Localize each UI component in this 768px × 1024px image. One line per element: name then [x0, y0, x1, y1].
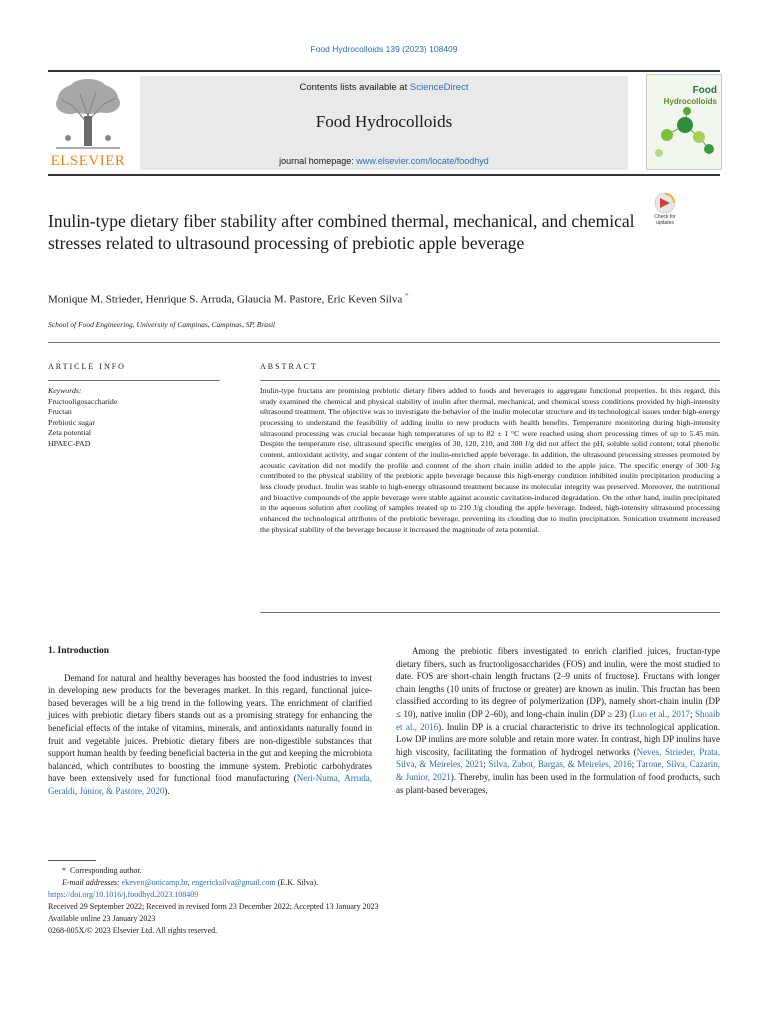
email-footnote	[48, 877, 728, 889]
para2-text-b: ). Inulin DP is a crucial characteristic to drive its technological application. Low DP inulins are more soluble and retain more water. In contrast, high DP inulins have high viscosity, facilitating the formation of hydrogel networks (	[396, 721, 720, 757]
ref-separator: ;	[689, 708, 695, 719]
affiliation: School of Food Engineering, University of Campinas, Campinas, SP, Brasil	[48, 320, 276, 329]
homepage-link[interactable]: www.elsevier.com/locate/foodhyd	[356, 156, 489, 166]
keywords-block	[48, 386, 220, 450]
keyword-item: HPAEC-PAD	[48, 438, 91, 448]
keyword-item: Prebiotic sugar	[48, 417, 95, 427]
check-updates-line1: Check for	[654, 214, 676, 220]
keyword-item: Fructooligosaccharide	[48, 396, 118, 406]
abstract-end-rule	[260, 612, 720, 613]
body-column-right	[396, 645, 720, 796]
available-online: Available online 23 January 2023	[48, 914, 156, 923]
ref-separator: ;	[483, 759, 489, 770]
keywords-label: Keywords:	[48, 386, 82, 395]
corresponding-footnote	[48, 865, 728, 877]
received-dates: Received 29 September 2022; Received in revised form 23 December 2022; Accepted 13 January 2023	[48, 902, 379, 911]
citation-link[interactable]: Shoaib et al., 2016	[396, 708, 720, 732]
keyword-item: Zeta potential	[48, 428, 92, 438]
footnotes	[48, 865, 728, 937]
check-updates-icon	[648, 192, 682, 214]
check-for-updates-badge[interactable]	[648, 192, 682, 228]
para2-text-c: ). Thereby, inulin has been used in the formulation of food products, such as plant-based beverages,	[396, 771, 720, 795]
copyright: 0268-005X/© 2023 Elsevier Ltd. All rights reserved.	[48, 926, 218, 935]
author-list	[48, 292, 408, 306]
citation-link[interactable]: Neves, Strieder, Prata, Silva, & Meireles, 2021	[396, 746, 720, 770]
citation-link[interactable]: Silva, Zabot, Bargas, & Meireles, 2016	[488, 759, 632, 770]
corresponding-text: Corresponding author.	[70, 866, 142, 875]
introduction-paragraph-2	[396, 645, 720, 796]
journal-citation[interactable]: Food Hydrocolloids 139 (2023) 108409	[310, 44, 458, 54]
email-owner: (E.K. Silva).	[277, 878, 319, 887]
article-info-heading: ARTICLE INFO	[48, 362, 126, 371]
cover-title-line2: Hydrocolloids	[663, 97, 717, 106]
journal-cover[interactable]	[646, 74, 722, 170]
contents-line	[140, 82, 628, 93]
ref-separator: ;	[631, 759, 637, 770]
authors-text: Monique M. Strieder, Henrique S. Arruda, Glaucia M. Pastore, Eric Keven Silva	[48, 293, 403, 306]
cover-molecule-icon	[647, 75, 721, 169]
footnote-rule	[48, 860, 96, 861]
journal-banner	[140, 76, 628, 170]
elsevier-tree-icon	[48, 76, 128, 150]
corresponding-mark: *	[62, 866, 66, 875]
check-updates-line2: updates	[656, 220, 674, 226]
cover-title-line1: Food	[692, 85, 717, 96]
section-separator	[48, 342, 720, 343]
para1-end: ).	[164, 785, 170, 796]
abstract-heading: ABSTRACT	[260, 362, 318, 371]
email-link-2[interactable]: engericksilva@gmail.com	[191, 878, 276, 887]
article-title: Inulin-type dietary fiber stability after combined thermal, mechanical, and chemical stresses related to ultrasound processing of prebiotic apple beverage	[48, 211, 635, 253]
abstract-rule	[260, 380, 720, 381]
para2-text-a: Among the prebiotic fibers investigated to enrich clarified juices, fructan-type dietary fibers, such as fructooligosaccharides (FOS) and inulin, were the most studied to date. FOS are short-chain length fructans (2–9 units of fructose). Fructans with longer chain lengths (10 units of fructose or greater) are known as inulin. This fructan has been classified according to its degree of polymerization (DP), namely short-chain inulin (DP ≤ 10), native inulin (DP 2–60), and long-chain inulin (DP ≥ 23) (	[396, 646, 720, 719]
journal-name: Food Hydrocolloids	[315, 112, 453, 131]
article-info-rule	[48, 380, 220, 381]
email-separator: ,	[187, 878, 192, 887]
sciencedirect-link[interactable]: ScienceDirect	[409, 82, 469, 93]
citation-link[interactable]: Luo et al., 2017	[632, 708, 690, 719]
email-link-1[interactable]: ekeven@unicamp.br	[121, 878, 188, 887]
doi-link[interactable]: https://doi.org/10.1016/j.foodhyd.2023.108409	[48, 890, 199, 899]
contents-prefix: Contents lists available at	[299, 82, 410, 93]
introduction-paragraph-1	[48, 672, 372, 798]
elsevier-logo	[48, 76, 128, 170]
introduction-heading: 1. Introduction	[48, 646, 110, 656]
corresponding-author-mark[interactable]: *	[404, 292, 409, 300]
citation-link[interactable]: Tarone, Silva, Cazarin, & Junior, 2021	[396, 759, 720, 782]
abstract-text: Inulin-type fructans are promising prebiotic dietary fibers added to foods and beverages to aggregate functional properties. In this regard, this study examined the chemical and physical stability of inulin after thermal, mechanical, and chemical stress conditions provided by high-intensity ultrasound treatment. The objective was to investigate the behavior of the inulin molecular structure and its technological issues under high-energy processing to understand the feasibility of adding inulin to new products with health benefits. Temperature monitoring during high-intensity ultrasound processing was crucial because high temperatures of up to 82 ± 1 °C were reached using short processing times of up to 5.45 min. Despite the temperature rise, ultrasound specific energies of 30, 120, 210, and 300 J/g did not affect the pH, soluble solid content, total phenolic content, antioxidant activity, and sugar content of the inulin-enriched apple beverage. In addition, the ultrasound processing stresses promoted by acoustic cavitation did not modify the profile and content of the short chain inulin added to the apple juice. The specific energy of 300 J/g contributed to the physical stability of the prebiotic apple beverage because this high-energy condition inhibited inulin precipitation producing a less cloudy product. Inulin was stable to high-energy ultrasound treatment because its molecular integrity was preserved. Moreover, the nutritional and bioactive compounds of the apple beverage were stable against acoustic cavitation-induced degradation. On the other hand, inulin precipitated in the aqueous solution after cooling of samples treated up to 210 J/g clouding the apple beverage. Indeed, high-intensity ultrasound processing enhanced the technological attributes of the prebiotic beverage, preventing its clouding due to inulin precipitation. Sonication treatment increased the physical stability of the beverage because it increased the magnitude of zeta potential.	[260, 386, 720, 534]
citation-link[interactable]: Neri-Numa, Arruda, Geraldi, Júnior, & Pastore, 2020	[48, 773, 372, 796]
para1-text: Demand for natural and healthy beverages has boosted the food industries to invest in developing new products for the beverages market. In this regard, functional juice-based beverages will be a big trend in the following years. The enrichment of clarified juices with prebiotic dietary fibers stands out as a promising strategy for enhancing the beneficial effects of the intake of vitamins, minerals, and antioxidants naturally found in fruit and vegetable juices. Prebiotic dietary fibers are non-digestible substances that support human health by feeding beneficial bacteria in the gut and keeping the microbiota balanced, which contributes to boosting the immune system. Prebiotic carbohydrates have been extensively used for functional food manufacturing (	[48, 672, 372, 784]
homepage-line	[140, 156, 628, 166]
check-updates-caption	[648, 214, 682, 226]
body-column-left	[48, 645, 372, 798]
email-label: E-mail addresses:	[62, 878, 120, 887]
masthead-rule	[48, 174, 720, 176]
keyword-item: Fructan	[48, 407, 72, 417]
homepage-prefix: journal homepage:	[279, 156, 357, 166]
publisher-name: ELSEVIER	[50, 153, 126, 169]
masthead	[48, 70, 720, 172]
